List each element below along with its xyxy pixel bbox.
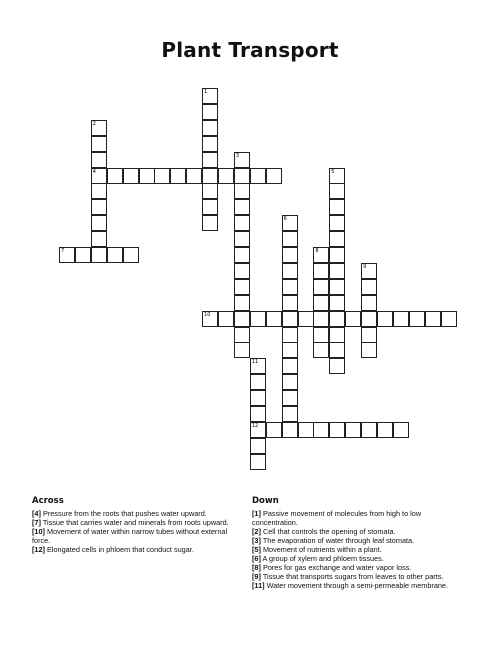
clue-item-text: Tissue that carries water and minerals from roots upward. [40, 518, 229, 527]
grid-cell[interactable] [91, 136, 107, 152]
grid-cell[interactable] [329, 342, 345, 358]
grid-cell[interactable] [250, 390, 266, 406]
clue-number: 6 [283, 216, 287, 223]
clue-item-number: [10] [32, 527, 45, 536]
grid-cell[interactable] [250, 406, 266, 422]
grid-cell[interactable] [393, 311, 409, 327]
grid-cell[interactable] [123, 168, 139, 184]
grid-cell[interactable] [313, 263, 329, 279]
clue-item-number: [1] [252, 509, 261, 518]
clue-item-number: [3] [252, 536, 261, 545]
grid-cell[interactable] [313, 422, 329, 438]
clue-number: 8 [315, 248, 319, 254]
down-clues [252, 496, 457, 590]
clue-item-text: Passive movement of molecules from high to low concentration. [252, 509, 422, 527]
clue-number: 2 [92, 120, 96, 127]
clue-item-text: Water movement through a semi-permeable membrane. [264, 581, 449, 590]
grid-cell[interactable] [329, 183, 345, 199]
clue-item-number: [11] [252, 581, 265, 590]
clue-item-number: [7] [32, 518, 41, 527]
grid-cell[interactable] [361, 422, 377, 438]
grid-cell[interactable] [234, 342, 250, 358]
clue-item-text: Elongated cells in phloem that conduct sugar. [44, 545, 194, 554]
grid-cell[interactable] [441, 311, 457, 327]
clue-item-text: A group of xylem and phloem tissues. [260, 554, 384, 563]
grid-cell[interactable] [409, 311, 425, 327]
clue-item-number: [4] [32, 509, 41, 518]
grid-cell[interactable] [139, 168, 155, 184]
grid-cell[interactable] [234, 168, 250, 184]
down-heading: Down [252, 496, 279, 506]
grid-cell[interactable] [91, 231, 107, 247]
clue-item [252, 509, 457, 527]
clue-number: 5 [331, 168, 335, 175]
grid-cell[interactable] [202, 311, 218, 327]
grid-cell[interactable] [202, 183, 218, 199]
grid-cell[interactable] [202, 215, 218, 231]
clue-item-text: Tissue that transports sugars from leaves to other parts. [260, 572, 444, 581]
grid-cell[interactable] [313, 327, 329, 343]
grid-cell[interactable] [170, 168, 186, 184]
grid-cell[interactable] [91, 120, 107, 136]
grid-cell[interactable] [234, 295, 250, 311]
grid-cell[interactable] [282, 279, 298, 295]
grid-cell[interactable] [107, 247, 123, 263]
clue-item [32, 518, 237, 527]
grid-cell[interactable] [298, 422, 314, 438]
grid-cell[interactable] [329, 311, 345, 327]
grid-cell[interactable] [202, 199, 218, 215]
grid-cell[interactable] [186, 168, 202, 184]
grid-cell[interactable] [234, 327, 250, 343]
grid-cell[interactable] [282, 247, 298, 263]
grid-cell[interactable] [218, 168, 234, 184]
grid-cell[interactable] [202, 104, 218, 120]
grid-cell[interactable] [91, 247, 107, 263]
grid-cell[interactable] [202, 152, 218, 168]
grid-cell[interactable] [91, 152, 107, 168]
grid-cell[interactable] [202, 168, 218, 184]
grid-cell[interactable] [266, 422, 282, 438]
grid-cell[interactable] [91, 183, 107, 199]
clue-item-text: Cell that controls the opening of stomata. [260, 527, 396, 536]
grid-cell[interactable] [329, 199, 345, 215]
grid-cell[interactable] [250, 374, 266, 390]
grid-cell[interactable] [91, 168, 107, 184]
grid-cell[interactable] [282, 390, 298, 406]
grid-cell[interactable] [329, 358, 345, 374]
grid-cell[interactable] [361, 342, 377, 358]
grid-cell[interactable] [59, 247, 75, 263]
grid-cell[interactable] [234, 199, 250, 215]
grid-cell[interactable] [329, 168, 345, 184]
grid-cell[interactable] [218, 311, 234, 327]
grid-cell[interactable] [250, 358, 266, 374]
clue-number: 10 [204, 311, 211, 318]
grid-cell[interactable] [202, 88, 218, 104]
clue-number: 3 [235, 152, 240, 159]
clue-item-number: [2] [252, 527, 261, 536]
clue-item-text: Pressure from the roots that pushes water upward. [40, 509, 207, 518]
grid-cell[interactable] [250, 438, 266, 454]
clue-item [252, 536, 457, 545]
grid-cell[interactable] [282, 422, 298, 438]
grid-cell[interactable] [234, 152, 250, 168]
grid-cell[interactable] [393, 422, 409, 438]
grid-cell[interactable] [282, 327, 298, 343]
clue-number: 4 [92, 168, 96, 175]
grid-cell[interactable] [313, 295, 329, 311]
grid-cell[interactable] [345, 311, 361, 327]
grid-cell[interactable] [329, 215, 345, 231]
grid-cell[interactable] [234, 247, 250, 263]
grid-cell[interactable] [282, 311, 298, 327]
grid-cell[interactable] [329, 422, 345, 438]
grid-cell[interactable] [329, 231, 345, 247]
grid-cell[interactable] [250, 168, 266, 184]
clue-item [32, 545, 237, 554]
grid-cell[interactable] [282, 374, 298, 390]
across-heading: Across [32, 496, 64, 506]
grid-cell[interactable] [123, 247, 139, 263]
clue-item-number: [6] [252, 554, 261, 563]
clue-item-number: [12] [32, 545, 45, 554]
clue-item-number: [8] [252, 563, 261, 572]
grid-cell[interactable] [425, 311, 441, 327]
grid-cell[interactable] [202, 136, 218, 152]
clue-item [252, 563, 457, 572]
grid-cell[interactable] [234, 263, 250, 279]
clue-item-number: [9] [252, 572, 261, 581]
grid-cell[interactable] [91, 215, 107, 231]
grid-cell[interactable] [234, 279, 250, 295]
grid-cell[interactable] [329, 295, 345, 311]
grid-cell[interactable] [313, 311, 329, 327]
across-clues [32, 496, 237, 554]
grid-cell[interactable] [250, 454, 266, 470]
grid-cell[interactable] [250, 422, 266, 438]
clue-number: 9 [363, 263, 367, 270]
clue-item-text: Movement of water within narrow tubes without external force. [32, 527, 228, 545]
clue-item-text: Movement of nutrients within a plant. [260, 545, 382, 554]
grid-cell[interactable] [329, 247, 345, 263]
grid-cell[interactable] [154, 168, 170, 184]
clue-number: 1 [204, 89, 208, 95]
clue-number: 7 [61, 248, 65, 254]
clue-number: 12 [251, 422, 259, 429]
across-clue-list [32, 509, 237, 554]
clue-item-number: [5] [252, 545, 261, 554]
grid-cell[interactable] [377, 422, 393, 438]
grid-cell[interactable] [345, 422, 361, 438]
grid-cell[interactable] [266, 311, 282, 327]
clue-number: 11 [251, 359, 259, 366]
grid-cell[interactable] [313, 342, 329, 358]
down-clue-list [252, 509, 457, 590]
grid-cell[interactable] [361, 327, 377, 343]
grid-cell[interactable] [282, 263, 298, 279]
grid-cell[interactable] [234, 215, 250, 231]
grid-cell[interactable] [282, 231, 298, 247]
grid-cell[interactable] [234, 231, 250, 247]
clue-item-text: Pores for gas exchange and water vapor loss. [260, 563, 412, 572]
grid-cell[interactable] [282, 342, 298, 358]
page-title: Plant Transport [161, 38, 339, 62]
clue-item [32, 527, 237, 545]
grid-cell[interactable] [329, 327, 345, 343]
grid-cell[interactable] [377, 311, 393, 327]
grid-cell[interactable] [282, 295, 298, 311]
clue-item [252, 527, 457, 536]
grid-cell[interactable] [282, 215, 298, 231]
grid-cell[interactable] [250, 311, 266, 327]
grid-cell[interactable] [234, 183, 250, 199]
grid-cell[interactable] [361, 295, 377, 311]
grid-cell[interactable] [361, 279, 377, 295]
grid-cell[interactable] [313, 279, 329, 295]
clue-item [252, 572, 457, 581]
grid-cell[interactable] [298, 311, 314, 327]
clue-item [252, 581, 457, 590]
clue-item-text: The evaporation of water through leaf stomata. [260, 536, 415, 545]
grid-cell[interactable] [91, 199, 107, 215]
grid-cell[interactable] [202, 120, 218, 136]
grid-cell[interactable] [234, 311, 250, 327]
grid-cell[interactable] [361, 311, 377, 327]
grid-cell[interactable] [282, 358, 298, 374]
grid-cell[interactable] [75, 247, 91, 263]
grid-cell[interactable] [313, 247, 329, 263]
clue-item [252, 554, 457, 563]
grid-cell[interactable] [266, 168, 282, 184]
grid-cell[interactable] [361, 263, 377, 279]
grid-cell[interactable] [107, 168, 123, 184]
clue-item [32, 509, 237, 518]
clue-item [252, 545, 457, 554]
grid-cell[interactable] [282, 406, 298, 422]
grid-cell[interactable] [329, 279, 345, 295]
grid-cell[interactable] [329, 263, 345, 279]
